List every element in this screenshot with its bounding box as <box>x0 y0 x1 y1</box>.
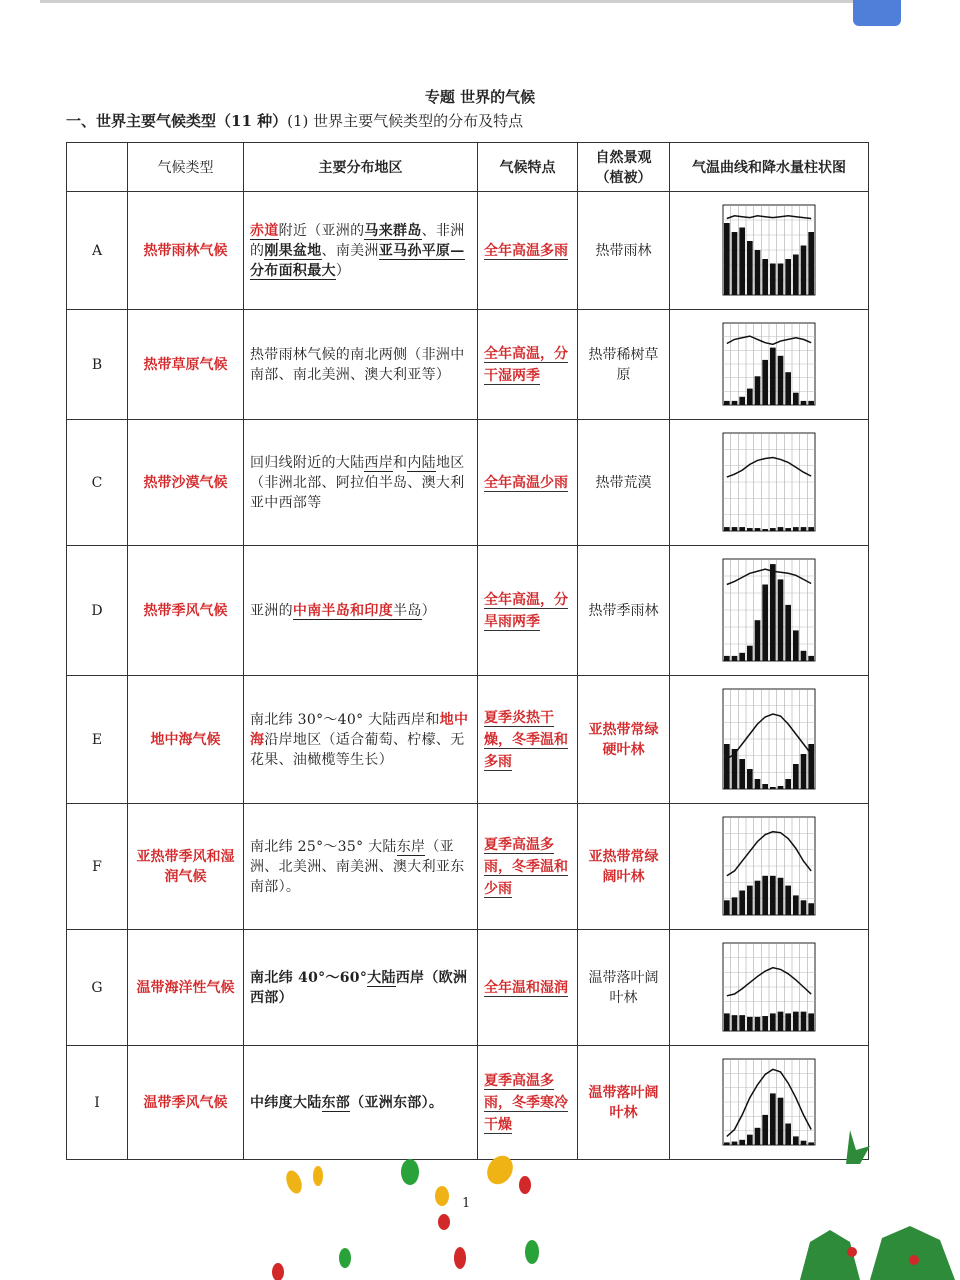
climate-chart <box>670 420 869 546</box>
feature-text: 夏季高温多雨，冬季温和少雨 <box>484 836 568 897</box>
region-segment: 大陆 <box>367 969 396 986</box>
holly-decoration <box>790 1130 960 1280</box>
top-border <box>40 0 900 3</box>
region-segment: 西岸（欧洲西部） <box>250 969 468 1006</box>
region-text <box>244 192 478 310</box>
climate-name: 热带沙漠气候 <box>128 420 244 546</box>
region-segment: 内陆 <box>407 454 436 471</box>
climate-name: 热带草原气候 <box>128 310 244 420</box>
region-segment: 附近（亚洲的 <box>278 222 365 239</box>
table-row <box>67 676 869 804</box>
region-segment: 东岸 <box>396 838 426 855</box>
climate-name: 温带海洋性气候 <box>128 930 244 1046</box>
climate-chart <box>670 192 869 310</box>
climate-feature <box>478 546 578 676</box>
section-subtitle <box>66 110 523 131</box>
region-segment: 东部 <box>321 1094 351 1111</box>
climate-name: 地中海气候 <box>128 676 244 804</box>
region-segment: ） <box>421 602 436 619</box>
feature-text: 夏季炎热干燥，冬季温和多雨 <box>484 709 568 770</box>
row-letter: C <box>67 420 128 546</box>
vegetation: 热带稀树草原 <box>578 310 670 420</box>
region-segment: 沿岸地区（适合葡萄、柠檬、无花果、油橄榄等生长） <box>250 731 465 768</box>
subtitle-detail: (1) 世界主要气候类型的分布及特点 <box>287 112 524 130</box>
climate-chart <box>670 676 869 804</box>
header-chart: 气温曲线和降水量柱状图 <box>670 143 869 192</box>
region-segment: 地中海 <box>250 711 469 748</box>
vegetation: 热带季雨林 <box>578 546 670 676</box>
region-segment: 、南美洲 <box>321 242 379 259</box>
region-text <box>244 546 478 676</box>
climate-chart-graphic <box>709 317 829 413</box>
climate-feature <box>478 804 578 930</box>
climate-table <box>66 142 869 1160</box>
region-segment: 、非洲的 <box>250 222 465 259</box>
climate-name: 亚热带季风和湿润气候 <box>128 804 244 930</box>
region-segment: 亚洲的 <box>250 602 293 619</box>
region-text <box>244 420 478 546</box>
vegetation: 温带落叶阔叶林 <box>578 930 670 1046</box>
region-segment: 南北纬 30°～40° 大陆西岸和 <box>250 711 440 728</box>
climate-chart-graphic <box>709 427 829 539</box>
header-climate-type: 气候类型 <box>128 143 244 192</box>
region-segment: 中南半岛和印度 <box>292 602 394 619</box>
region-segment: （亚洲东部）。 <box>350 1094 444 1111</box>
climate-feature <box>478 420 578 546</box>
region-segment: 半岛 <box>393 602 422 619</box>
table-row <box>67 310 869 420</box>
row-letter: F <box>67 804 128 930</box>
climate-feature <box>478 676 578 804</box>
region-text <box>244 804 478 930</box>
climate-chart <box>670 310 869 420</box>
vegetation: 亚热带常绿硬叶林 <box>578 676 670 804</box>
region-segment: （亚洲、北美洲、南美洲、澳大利亚东南部）。 <box>250 838 465 895</box>
row-letter: D <box>67 546 128 676</box>
climate-feature <box>478 930 578 1046</box>
page-title: 专题 世界的气候 <box>424 88 536 106</box>
climate-name: 热带季风气候 <box>128 546 244 676</box>
row-letter: B <box>67 310 128 420</box>
feature-text: 全年高温少雨 <box>484 474 568 491</box>
climate-name: 温带季风气候 <box>128 1046 244 1160</box>
region-segment: 地区（非洲北部、阿拉伯半岛、澳大利亚中西部等 <box>250 454 465 511</box>
climate-chart-graphic <box>709 811 829 923</box>
region-segment: 西岸 <box>364 454 394 471</box>
climate-chart-graphic <box>709 937 829 1039</box>
region-segment: 南北纬 40°～60° <box>250 969 368 986</box>
feature-text: 全年温和湿润 <box>484 979 568 996</box>
climate-feature <box>478 310 578 420</box>
region-segment: 回归线附近的大陆 <box>250 454 365 471</box>
region-segment: 亚马孙平原—分布面积最大 <box>250 242 465 279</box>
feature-text: 全年高温多雨 <box>484 242 568 259</box>
climate-chart <box>670 930 869 1046</box>
row-letter: A <box>67 192 128 310</box>
feature-text: 夏季高温多雨，冬季寒冷干燥 <box>484 1072 568 1133</box>
vegetation: 热带雨林 <box>578 192 670 310</box>
vegetation: 温带落叶阔叶林 <box>578 1046 670 1160</box>
table-row <box>67 930 869 1046</box>
feature-text: 全年高温，分干湿两季 <box>484 345 568 384</box>
row-letter: E <box>67 676 128 804</box>
header-vegetation: 自然景观（植被） <box>578 143 670 192</box>
climate-chart-graphic <box>709 199 829 303</box>
subtitle-main: 一、世界主要气候类型（11 种） <box>66 112 288 130</box>
table-row <box>67 546 869 676</box>
region-segment: 赤道 <box>250 222 279 239</box>
row-letter: I <box>67 1046 128 1160</box>
climate-chart-graphic <box>709 553 829 669</box>
climate-chart <box>670 546 869 676</box>
table-row <box>67 420 869 546</box>
header-region: 主要分布地区 <box>244 143 478 192</box>
table-row <box>67 192 869 310</box>
region-segment: ） <box>335 262 351 279</box>
vegetation: 热带荒漠 <box>578 420 670 546</box>
climate-chart <box>670 804 869 930</box>
vegetation: 亚热带常绿阔叶林 <box>578 804 670 930</box>
region-segment: 刚果盆地 <box>264 242 322 259</box>
table-row <box>67 804 869 930</box>
climate-name: 热带雨林气候 <box>128 192 244 310</box>
page-number: 1 <box>462 1196 471 1211</box>
table-header-row <box>67 143 869 192</box>
row-letter: G <box>67 930 128 1046</box>
region-segment: 南北纬 25°～35° 大陆 <box>250 838 397 855</box>
region-segment: 中纬度大陆 <box>250 1094 322 1111</box>
region-segment: 马来群岛 <box>364 222 422 239</box>
climate-chart-graphic <box>709 683 829 797</box>
region-text <box>244 676 478 804</box>
region-segment: 热带雨林气候的南北两侧（非洲中南部、南北美洲、澳大利亚等） <box>250 346 465 383</box>
header-feature: 气候特点 <box>478 143 578 192</box>
region-segment: 和 <box>393 454 408 471</box>
feature-text: 全年高温，分旱雨两季 <box>484 591 568 630</box>
climate-feature <box>478 192 578 310</box>
region-text <box>244 310 478 420</box>
region-text <box>244 930 478 1046</box>
header-letter <box>67 143 128 192</box>
decorative-lights <box>270 1140 600 1280</box>
toolbar-button[interactable] <box>853 0 901 26</box>
